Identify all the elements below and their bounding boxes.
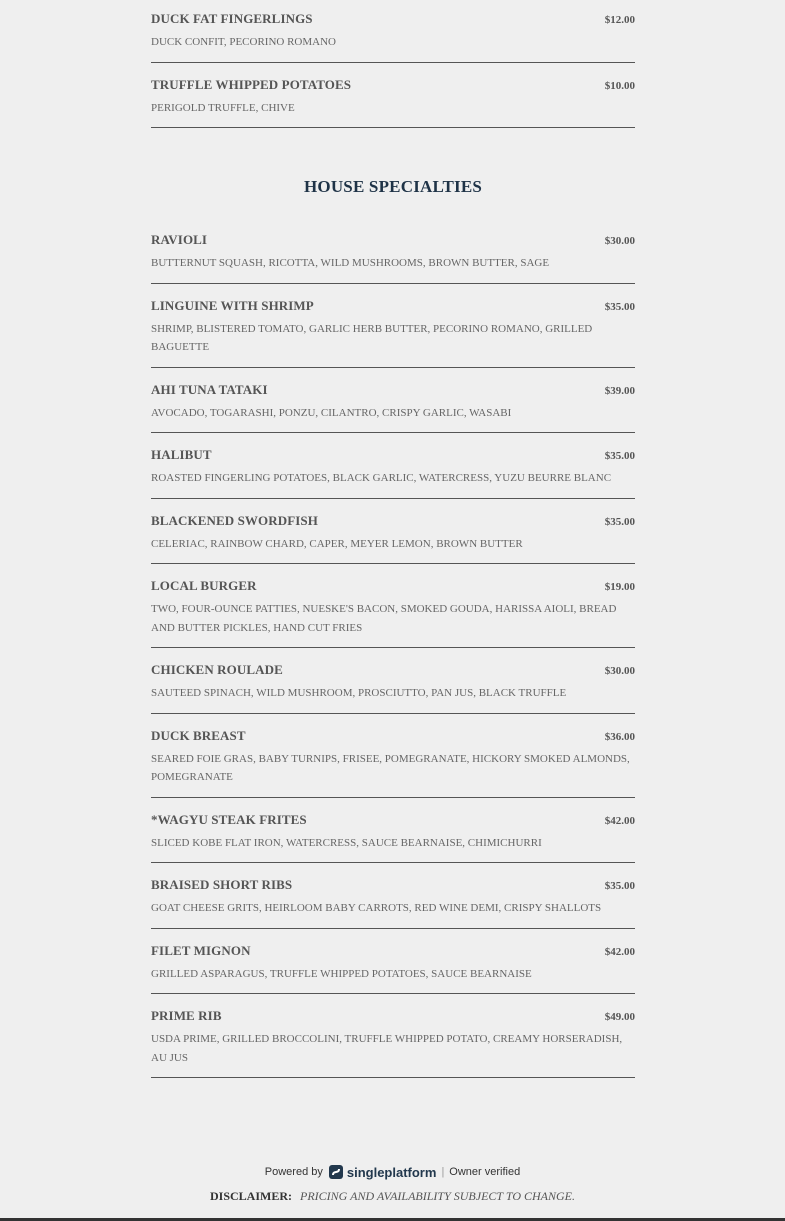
disclaimer-text: PRICING AND AVAILABILITY SUBJECT TO CHANGE. bbox=[300, 1189, 575, 1203]
menu-item-price: $42.00 bbox=[604, 945, 635, 958]
menu-item-description: ROASTED FINGERLING POTATOES, BLACK GARLIC, WATERCRESS, YUZU BEURRE BLANC bbox=[151, 472, 612, 484]
menu-item bbox=[151, 728, 635, 798]
menu-item-price: $35.00 bbox=[604, 300, 635, 313]
menu-item-price: $49.00 bbox=[604, 1011, 635, 1023]
menu-item bbox=[151, 578, 635, 648]
menu-item-name: AHI TUNA TATAKI bbox=[151, 381, 268, 397]
menu-item-description: DUCK CONFIT, PECORINO ROMANO bbox=[151, 36, 336, 48]
menu-item-name: FILET MIGNON bbox=[151, 942, 251, 958]
footer bbox=[0, 1164, 785, 1204]
menu-item-description: SHRIMP, BLISTERED TOMATO, GARLIC HERB BUTTER, PECORINO ROMANO, GRILLED BAGUETTE bbox=[151, 322, 593, 353]
menu-item-description: GRILLED ASPARAGUS, TRUFFLE WHIPPED POTATOES, SAUCE BEARNAISE bbox=[151, 967, 532, 980]
menu-item-price: $10.00 bbox=[604, 79, 635, 92]
menu-item-description: AVOCADO, TOGARASHI, PONZU, CILANTRO, CRISPY GARLIC, WASABI bbox=[151, 406, 512, 419]
menu-item bbox=[151, 447, 635, 499]
sides-list bbox=[151, 11, 635, 128]
menu-item-name: DUCK BREAST bbox=[151, 727, 246, 743]
menu-item-name: LINGUINE WITH SHRIMP bbox=[151, 297, 314, 313]
menu-item bbox=[151, 382, 635, 434]
brand-name: singleplatform bbox=[346, 1164, 437, 1180]
menu-item-price: $35.00 bbox=[604, 450, 635, 462]
menu-item-name: LOCAL BURGER bbox=[151, 578, 257, 593]
menu-item-description: USDA PRIME, GRILLED BROCCOLINI, TRUFFLE WHIPPED POTATO, CREAMY HORSERADISH, AU JUS bbox=[151, 1033, 623, 1064]
menu-item-description: SLICED KOBE FLAT IRON, WATERCRESS, SAUCE BEARNAISE, CHIMICHURRI bbox=[151, 836, 542, 849]
singleplatform-logo-icon bbox=[328, 1164, 344, 1180]
disclaimer bbox=[0, 1189, 785, 1204]
menu-item bbox=[151, 77, 635, 129]
menu-item-description: SAUTEED SPINACH, WILD MUSHROOM, PROSCIUTTO, PAN JUS, BLACK TRUFFLE bbox=[151, 687, 567, 699]
menu-item-header bbox=[151, 232, 635, 248]
menu-item-header bbox=[151, 728, 635, 744]
menu-item-header bbox=[151, 11, 635, 27]
menu-item-price: $19.00 bbox=[604, 581, 635, 593]
powered-by-badge[interactable] bbox=[0, 1164, 785, 1180]
menu-item-header bbox=[151, 77, 635, 93]
menu-item bbox=[151, 877, 635, 929]
menu-item-price: $42.00 bbox=[604, 814, 635, 827]
menu-item-price: $30.00 bbox=[604, 665, 635, 677]
menu-item-description: TWO, FOUR-OUNCE PATTIES, NUESKE'S BACON, SMOKED GOUDA, HARISSA AIOLI, BREAD AND BUTTER PICKLES, HAND CUT FRIES bbox=[151, 603, 617, 634]
menu-item-description: BUTTERNUT SQUASH, RICOTTA, WILD MUSHROOMS, BROWN BUTTER, SAGE bbox=[151, 257, 550, 269]
menu-item-price: $12.00 bbox=[604, 14, 635, 26]
menu-item-header bbox=[151, 812, 635, 828]
menu-item-price: $30.00 bbox=[604, 235, 635, 247]
menu-item-header bbox=[151, 513, 635, 529]
menu-item-description: CELERIAC, RAINBOW CHARD, CAPER, MEYER LEMON, BROWN BUTTER bbox=[151, 537, 523, 550]
menu-item-header bbox=[151, 382, 635, 398]
menu-item-header bbox=[151, 662, 635, 678]
menu-item-name: RAVIOLI bbox=[151, 232, 208, 247]
menu-item bbox=[151, 232, 635, 284]
menu-item-header bbox=[151, 298, 635, 314]
separator: | bbox=[441, 1166, 445, 1178]
menu-item-name: DUCK FAT FINGERLINGS bbox=[151, 11, 313, 26]
menu-item-name: BLACKENED SWORDFISH bbox=[151, 512, 318, 528]
menu-item-name: PRIME RIB bbox=[151, 1008, 222, 1023]
menu-item-header bbox=[151, 447, 635, 463]
menu-item-description: PERIGOLD TRUFFLE, CHIVE bbox=[151, 101, 295, 114]
menu-item bbox=[151, 298, 635, 368]
menu-item-header bbox=[151, 1008, 635, 1024]
menu-content bbox=[151, 0, 635, 1078]
menu-item bbox=[151, 11, 635, 63]
menu-item bbox=[151, 662, 635, 714]
menu-item-description: SEARED FOIE GRAS, BABY TURNIPS, FRISEE, POMEGRANATE, HICKORY SMOKED ALMONDS, POMEGRANATE bbox=[151, 752, 630, 783]
menu-item bbox=[151, 812, 635, 864]
menu-item-price: $39.00 bbox=[604, 384, 635, 397]
menu-item-name: TRUFFLE WHIPPED POTATOES bbox=[151, 76, 352, 92]
powered-by-text: Powered by bbox=[264, 1166, 323, 1178]
owner-verified-text: Owner verified bbox=[449, 1166, 521, 1178]
menu-item-name: BRAISED SHORT RIBS bbox=[151, 877, 293, 892]
menu-item-price: $35.00 bbox=[604, 880, 635, 892]
singleplatform-logo bbox=[328, 1164, 437, 1180]
menu-item-header bbox=[151, 578, 635, 594]
menu-item bbox=[151, 943, 635, 995]
menu-item-name: HALIBUT bbox=[151, 447, 212, 462]
menu-item-name: *WAGYU STEAK FRITES bbox=[151, 811, 307, 827]
menu-item-name: CHICKEN ROULADE bbox=[151, 662, 283, 677]
section-title-house-specialties: HOUSE SPECIALTIES bbox=[303, 177, 483, 196]
menu-item-header bbox=[151, 943, 635, 959]
menu-item-description: GOAT CHEESE GRITS, HEIRLOOM BABY CARROTS, RED WINE DEMI, CRISPY SHALLOTS bbox=[151, 902, 602, 914]
menu-item-header bbox=[151, 877, 635, 893]
menu-item-price: $36.00 bbox=[604, 730, 635, 743]
specialties-list bbox=[151, 232, 635, 1078]
menu-item-price: $35.00 bbox=[604, 515, 635, 528]
menu-item bbox=[151, 513, 635, 565]
disclaimer-label: DISCLAIMER: bbox=[210, 1189, 293, 1203]
menu-item bbox=[151, 1008, 635, 1078]
